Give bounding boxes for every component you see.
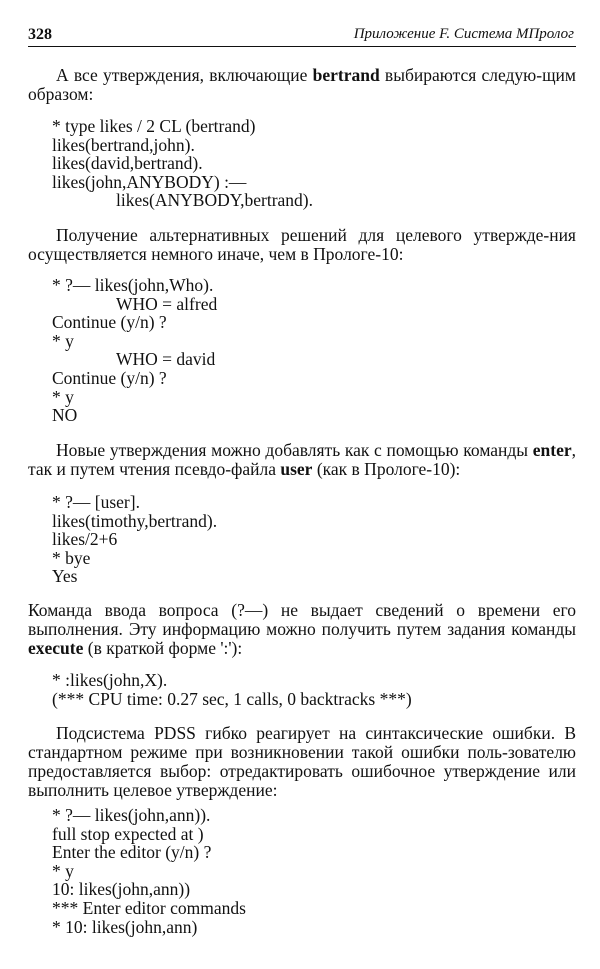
- code-line: 10: likes(john,ann)): [52, 879, 191, 900]
- code-line: likes(bertrand,john).: [52, 134, 195, 155]
- code-line: likes(john,ANYBODY) :—: [52, 171, 247, 192]
- paragraph-5-text: Подсистема PDSS гибко реагирует на синтаксические ошибки. В стандартном режиме при возникновении такой ошибки поль-зователю предоставляется выбор: отредактировать ошибочное утверждение или выполнить целевое утверждение:: [28, 723, 576, 800]
- page-header: [28, 26, 576, 47]
- code-line: likes(david,bertrand).: [52, 153, 203, 174]
- paragraph-1-text-b: выбираются следую-щим образом:: [28, 65, 576, 104]
- code-line: Yes: [52, 566, 78, 587]
- paragraph-2-text: Получение альтернативных решений для целевого утвержде-ния осуществляется немного иначе, чем в Прологе-10:: [28, 225, 576, 264]
- paragraph-2: [28, 226, 576, 264]
- paragraph-3-text-c: (как в Прологе-10):: [312, 459, 461, 479]
- paragraph-3: [28, 441, 576, 479]
- paragraph-4-text-b: (в краткой форме ':'):: [83, 638, 243, 658]
- code-block-4: [52, 671, 576, 708]
- paragraph-3-bold-a: enter: [532, 440, 572, 460]
- code-block-5: [52, 806, 576, 936]
- code-block-3: [52, 493, 576, 586]
- code-line: Enter the editor (y/n) ?: [52, 842, 212, 863]
- code-line: likes/2+6: [52, 529, 118, 550]
- code-line: * 10: likes(john,ann): [52, 916, 198, 937]
- code-line: * bye: [52, 547, 91, 568]
- paragraph-1-text-a: А все утверждения, включающие: [56, 65, 313, 85]
- code-line: likes(ANYBODY,bertrand).: [116, 190, 314, 211]
- paragraph-4: [28, 601, 576, 658]
- paragraph-3-bold-b: user: [280, 459, 313, 479]
- code-line: * ?— likes(john,Who).: [52, 275, 214, 295]
- code-line: Continue (y/n) ?: [52, 367, 167, 388]
- code-line: * ?— [user].: [52, 492, 140, 512]
- code-block-2: [52, 276, 576, 425]
- paragraph-3-text-a: Новые утверждения можно добавлять как с помощью команды: [56, 440, 533, 460]
- paragraph-1-bold: bertrand: [312, 65, 380, 85]
- code-line: NO: [52, 405, 78, 426]
- code-line: full stop expected at ): [52, 823, 204, 844]
- paragraph-1: [28, 66, 576, 104]
- code-line: * ?— likes(john,ann)).: [52, 805, 211, 825]
- code-line: WHO = david: [116, 349, 216, 370]
- paragraph-4-bold: execute: [28, 638, 84, 658]
- code-line: (*** CPU time: 0.27 sec, 1 calls, 0 backtracks ***): [52, 688, 412, 709]
- code-block-1: [52, 117, 576, 210]
- paragraph-4-text-a: Команда ввода вопроса (?—) не выдает сведений о времени его выполнения. Эту информацию можно получить путем задания команды: [28, 600, 576, 639]
- code-line: *** Enter editor commands: [52, 897, 246, 918]
- code-line: * y: [52, 860, 74, 881]
- page-number: 328: [28, 26, 52, 43]
- code-line: * y: [52, 386, 74, 407]
- running-head: Приложение F. Система МПролог: [353, 26, 574, 42]
- paragraph-3-text-b: , так и путем чтения псевдо-файла: [28, 440, 576, 479]
- code-line: WHO = alfred: [116, 293, 218, 314]
- code-line: Continue (y/n) ?: [52, 312, 167, 333]
- paragraph-5: [28, 724, 576, 800]
- code-line: * type likes / 2 CL (bertrand): [52, 116, 256, 136]
- code-line: * :likes(john,X).: [52, 670, 168, 690]
- code-line: * y: [52, 330, 74, 351]
- code-line: likes(timothy,bertrand).: [52, 510, 218, 531]
